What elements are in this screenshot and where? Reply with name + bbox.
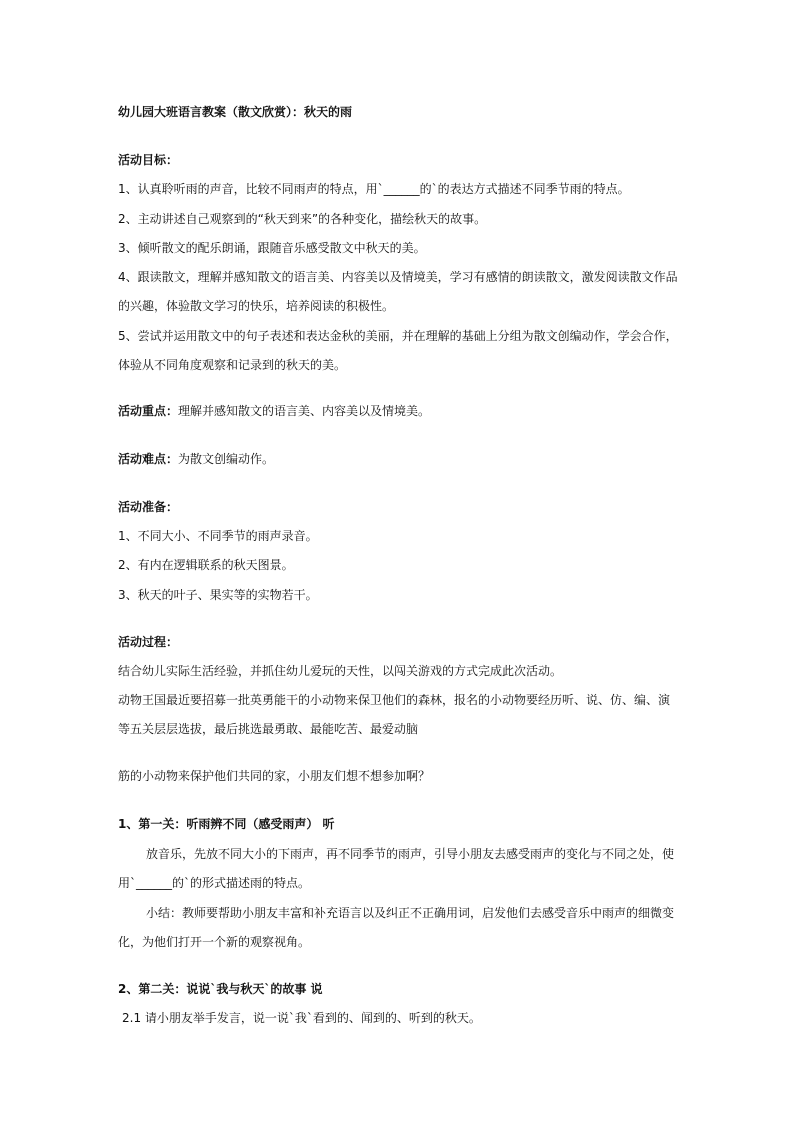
difficulty-label: 活动难点： <box>118 452 179 466</box>
goal-line: 3、倾听散文的配乐朗诵，跟随音乐感受散文中秋天的美。 <box>118 241 426 255</box>
goal-line: 体验从不同角度观察和记录到的秋天的美。 <box>118 358 347 372</box>
process-heading: 活动过程： <box>118 635 179 649</box>
goals-heading: 活动目标： <box>118 153 179 167</box>
process-continue: 筋的小动物来保护他们共同的家，小朋友们想不想参加啊？ <box>118 769 431 783</box>
goal-line: 2、主动讲述自己观察到的“秋天到来”的各种变化，描绘秋天的故事。 <box>118 212 487 226</box>
stage1-line: 放音乐，先放不同大小的下雨声，再不同季节的雨声，引导小朋友去感受雨声的变化与不同之处，使 <box>146 847 675 861</box>
key-point <box>118 403 688 419</box>
prep-item: 3、秋天的叶子、果实等的实物若干。 <box>118 588 318 602</box>
stage1-heading: 1、第一关：听雨辨不同（感受雨声） 听 <box>118 817 335 831</box>
stage1-line: 用`______的`的形式描述雨的特点。 <box>118 876 311 890</box>
process-intro-line: 等五关层层选拔，最后挑选最勇敢、最能吃苦、最爱动脑 <box>118 722 419 736</box>
stage2-item: 2.1 请小朋友举手发言，说一说`我`看到的、闻到的、听到的秋天。 <box>122 1011 481 1025</box>
prep-item: 1、不同大小、不同季节的雨声录音。 <box>118 529 318 543</box>
process-intro-line: 结合幼儿实际生活经验，并抓住幼儿爱玩的天性，以闯关游戏的方式完成此次活动。 <box>118 664 563 678</box>
process-intro-line: 动物王国最近要招募一批英勇能干的小动物来保卫他们的森林，报名的小动物要经历听、说、仿、编、演 <box>118 693 671 707</box>
prep-heading: 活动准备： <box>118 500 179 514</box>
difficulty-text: 为散文创编动作。 <box>178 452 275 466</box>
key-point-text: 理解并感知散文的语言美、内容美以及情境美。 <box>178 404 431 418</box>
goal-line: 4、跟读散文，理解并感知散文的语言美、内容美以及情境美，学习有感情的朗读散文，激发阅读散文作品 <box>118 270 678 284</box>
goal-line: 的兴趣，体验散文学习的快乐，培养阅读的积极性。 <box>118 299 395 313</box>
key-point-label: 活动重点： <box>118 404 179 418</box>
difficulty <box>118 451 688 467</box>
document-title: 幼儿园大班语言教案（散文欣赏）：秋天的雨 <box>118 105 353 119</box>
prep-item: 2、有内在逻辑联系的秋天图景。 <box>118 558 294 572</box>
goal-line: 5、尝试并运用散文中的句子表述和表达金秋的美丽，并在理解的基础上分组为散文创编动作，学会合作， <box>118 329 678 343</box>
stage1-summary: 化，为他们打开一个新的观察视角。 <box>118 935 311 949</box>
stage2-heading: 2、第二关：说说`我与秋天`的故事 说 <box>118 982 323 996</box>
stage1-summary: 小结：教师要帮助小朋友丰富和补充语言以及纠正不正确用词，启发他们去感受音乐中雨声的细微变 <box>146 906 675 920</box>
goal-line: 1、认真聆听雨的声音，比较不同雨声的特点，用`______的`的表达方式描述不同季节雨的特点。 <box>118 182 630 196</box>
